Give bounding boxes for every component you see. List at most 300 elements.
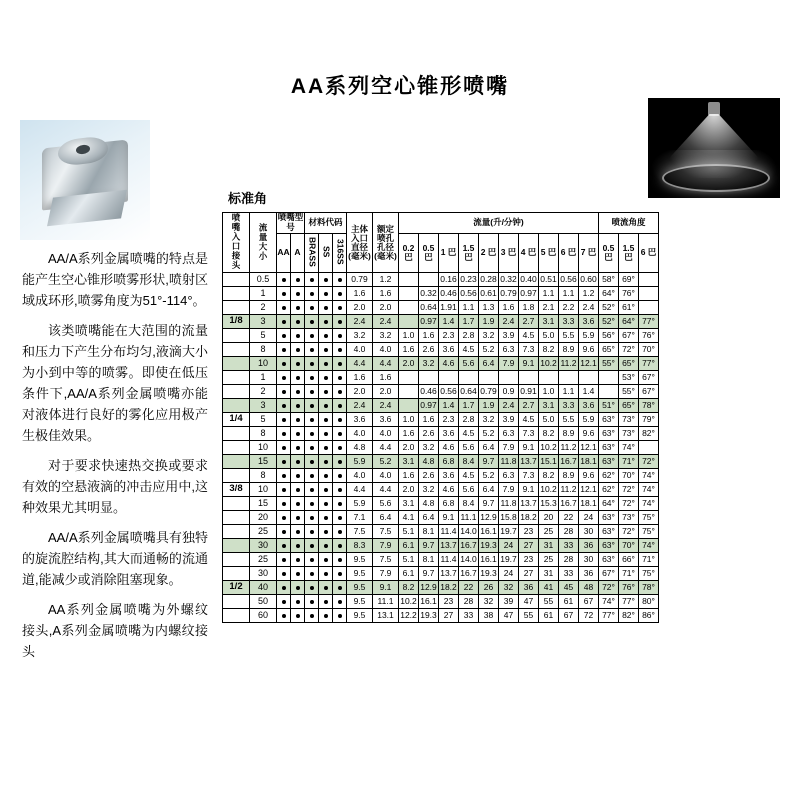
cell-material-ss [319,343,333,357]
cell-flow-4: 0.28 [479,273,499,287]
cell-flow-2: 3.6 [439,469,459,483]
bullet-icon [296,390,300,394]
header-flow-p4: 4 巴 [519,233,539,272]
cell-flow-5: 7.9 [499,441,519,455]
cell-angle-1: 70° [619,539,639,553]
cell-flow-0: 1.0 [399,413,419,427]
table-row[interactable] [223,343,659,357]
table-row[interactable] [223,525,659,539]
spec-table-head [223,213,659,273]
bullet-icon [282,348,286,352]
cell-flow-0: 1.0 [399,329,419,343]
cell-angle-0 [599,385,619,399]
cell-flow-6: 0.91 [519,385,539,399]
cell-angle-1: 73° [619,511,639,525]
bullet-icon [282,390,286,394]
table-row[interactable] [223,315,659,329]
cell-size: 25 [250,553,277,567]
cell-orifice-dia: 1.6 [373,371,399,385]
cell-flow-4: 1.3 [479,301,499,315]
bullet-icon [324,600,328,604]
cell-flow-1: 8.1 [419,525,439,539]
cell-flow-7: 31 [539,539,559,553]
cell-connection [223,595,250,609]
cell-inlet-dia: 7.1 [347,511,373,525]
cell-flow-8: 8.9 [559,469,579,483]
cell-material-brass [305,315,319,329]
cell-flow-0: 2.0 [399,483,419,497]
table-row[interactable] [223,539,659,553]
bullet-icon [338,292,342,296]
cell-flow-7: 5.0 [539,329,559,343]
table-row[interactable] [223,273,659,287]
bullet-icon [338,334,342,338]
cell-flow-8: 8.9 [559,343,579,357]
table-row[interactable] [223,581,659,595]
cell-orifice-dia: 4.4 [373,483,399,497]
cell-flow-2: 6.8 [439,455,459,469]
cell-flow-7: 55 [539,595,559,609]
bullet-icon [296,488,300,492]
cell-angle-2: 75° [639,525,659,539]
bullet-icon [338,516,342,520]
cell-connection [223,511,250,525]
cell-flow-0 [399,371,419,385]
cell-flow-1: 0.64 [419,301,439,315]
cell-flow-7: 2.1 [539,301,559,315]
cell-angle-1: 76° [619,287,639,301]
cell-type-a [291,273,305,287]
bullet-icon [282,586,286,590]
cell-flow-2: 4.6 [439,441,459,455]
cell-flow-5: 3.9 [499,413,519,427]
bullet-icon [310,334,314,338]
cell-flow-0 [399,287,419,301]
cell-material-ss [319,357,333,371]
cell-flow-5: 7.9 [499,357,519,371]
cell-connection [223,525,250,539]
cell-material-ss [319,301,333,315]
table-row[interactable] [223,455,659,469]
cell-angle-2: 82° [639,427,659,441]
cell-flow-5: 6.3 [499,427,519,441]
cell-flow-9: 9.6 [579,343,599,357]
cell-angle-2 [639,273,659,287]
cell-type-a [291,427,305,441]
cell-size: 60 [250,609,277,623]
bullet-icon [296,432,300,436]
cell-flow-2: 0.56 [439,385,459,399]
cell-flow-6: 27 [519,567,539,581]
cell-flow-2: 13.7 [439,539,459,553]
cell-flow-8: 45 [559,581,579,595]
cell-flow-5: 15.8 [499,511,519,525]
cell-material-ss [319,525,333,539]
cell-angle-1: 77° [619,595,639,609]
cell-flow-4: 19.3 [479,567,499,581]
cell-flow-9: 12.1 [579,441,599,455]
cell-angle-1: 69° [619,273,639,287]
cell-orifice-dia: 5.2 [373,455,399,469]
bullet-icon [296,320,300,324]
header-flow-p5: 5 巴 [539,233,559,272]
cell-flow-2: 11.4 [439,525,459,539]
cell-flow-0: 12.2 [399,609,419,623]
cell-angle-0: 63° [599,539,619,553]
table-row[interactable] [223,329,659,343]
cell-inlet-dia: 9.5 [347,595,373,609]
cell-type-aa [277,455,291,469]
bullet-icon [338,488,342,492]
cell-size: 3 [250,399,277,413]
header-flow-p15: 1.5 巴 [459,233,479,272]
cell-flow-8: 8.9 [559,427,579,441]
bullet-icon [282,334,286,338]
cell-connection: 1/2 [223,581,250,595]
bullet-icon [310,292,314,296]
header-row-1 [223,213,659,234]
table-row[interactable] [223,595,659,609]
table-row[interactable] [223,567,659,581]
header-flow-p05: 0.5 巴 [419,233,439,272]
cell-flow-4: 3.2 [479,329,499,343]
cell-flow-1: 9.7 [419,567,439,581]
cell-material-316ss [333,301,347,315]
cell-type-a [291,455,305,469]
cell-flow-9: 3.6 [579,315,599,329]
cell-flow-2: 0.46 [439,287,459,301]
cell-connection [223,301,250,315]
table-row[interactable] [223,441,659,455]
cell-material-316ss [333,427,347,441]
spray-pattern-photo [648,98,780,198]
cell-material-ss [319,287,333,301]
cell-flow-2: 1.91 [439,301,459,315]
cell-flow-4: 1.9 [479,315,499,329]
cell-angle-2: 74° [639,483,659,497]
cell-material-316ss [333,441,347,455]
header-material-group: 材料代码 [305,213,347,234]
bullet-icon [338,362,342,366]
bullet-icon [324,404,328,408]
cell-flow-3: 33 [459,609,479,623]
header-type-group: 喷嘴型号 [277,212,304,232]
bullet-icon [310,306,314,310]
cell-material-316ss [333,329,347,343]
header-angle-p6: 6 巴 [639,233,659,272]
cell-flow-6: 0.40 [519,273,539,287]
cell-flow-4: 9.7 [479,455,499,469]
cell-connection [223,329,250,343]
cell-flow-9: 18.1 [579,497,599,511]
cell-flow-6: 1.8 [519,301,539,315]
cell-orifice-dia: 4.0 [373,343,399,357]
cell-type-a [291,329,305,343]
cell-flow-4: 6.4 [479,441,499,455]
bullet-icon [282,362,286,366]
cell-type-aa [277,483,291,497]
bullet-icon [296,362,300,366]
cell-flow-6 [519,371,539,385]
cell-material-316ss [333,287,347,301]
cell-material-brass [305,483,319,497]
cell-flow-8: 11.2 [559,441,579,455]
cell-material-brass [305,329,319,343]
cell-inlet-dia: 2.4 [347,315,373,329]
cell-angle-0: 52° [599,301,619,315]
cell-flow-6: 2.7 [519,399,539,413]
bullet-icon [324,460,328,464]
cell-type-a [291,343,305,357]
cell-flow-9: 9.6 [579,427,599,441]
cell-angle-0: 63° [599,553,619,567]
cell-flow-1: 3.2 [419,441,439,455]
cell-angle-2: 76° [639,329,659,343]
cell-flow-9: 30 [579,525,599,539]
cell-flow-2: 13.7 [439,567,459,581]
cell-material-ss [319,427,333,441]
cell-flow-1 [419,273,439,287]
bullet-icon [324,586,328,590]
table-row[interactable] [223,497,659,511]
cell-angle-1: 72° [619,483,639,497]
cell-flow-5: 2.4 [499,399,519,413]
bullet-icon [282,376,286,380]
cell-type-a [291,511,305,525]
cell-flow-5: 1.6 [499,301,519,315]
bullet-icon [296,278,300,282]
bullet-icon [338,306,342,310]
cell-type-aa [277,581,291,595]
table-row[interactable] [223,287,659,301]
cell-angle-2: 67° [639,385,659,399]
cell-flow-4: 16.1 [479,525,499,539]
cell-material-ss [319,497,333,511]
cell-orifice-dia: 4.4 [373,357,399,371]
bullet-icon [310,530,314,534]
table-row[interactable] [223,385,659,399]
cell-type-a [291,399,305,413]
cell-flow-1: 4.8 [419,497,439,511]
table-row[interactable] [223,357,659,371]
cell-size: 40 [250,581,277,595]
cell-material-316ss [333,385,347,399]
bullet-icon [324,348,328,352]
bullet-icon [324,474,328,478]
cell-type-a [291,357,305,371]
cell-flow-1: 0.97 [419,399,439,413]
cell-inlet-dia: 2.0 [347,385,373,399]
cell-type-aa [277,539,291,553]
cell-flow-6: 13.7 [519,497,539,511]
cell-flow-7: 10.2 [539,441,559,455]
header-angle-p15: 1.5 巴 [619,233,639,272]
cell-inlet-dia: 4.8 [347,441,373,455]
cell-material-brass [305,441,319,455]
bullet-icon [324,516,328,520]
paragraph-2: 该类喷嘴能在大范围的流量和压力下产生分布均匀,液滴大小为小到中等的喷雾。即使在低压条件下,AA/A系列金属喷嘴亦能对液体进行良好的雾化应用极产生极佳效果。 [22,323,208,443]
cell-flow-3: 5.6 [459,441,479,455]
table-row[interactable] [223,553,659,567]
cell-flow-1: 0.97 [419,315,439,329]
cell-flow-2: 2.3 [439,413,459,427]
cell-orifice-dia: 3.2 [373,329,399,343]
cell-inlet-dia: 1.6 [347,371,373,385]
cell-type-a [291,609,305,623]
cell-material-ss [319,609,333,623]
cell-flow-4: 38 [479,609,499,623]
paragraph-5: AA系列金属喷嘴为外螺纹接头,A系列金属喷嘴为内螺纹接头 [22,602,208,659]
table-row[interactable] [223,399,659,413]
cell-flow-7: 41 [539,581,559,595]
cell-angle-2: 67° [639,371,659,385]
cell-material-316ss [333,343,347,357]
cell-flow-6: 7.3 [519,469,539,483]
cell-material-brass [305,287,319,301]
table-row[interactable] [223,427,659,441]
cell-flow-3: 4.5 [459,427,479,441]
cell-flow-7: 1.1 [539,287,559,301]
cell-angle-1: 72° [619,343,639,357]
cell-type-a [291,497,305,511]
cell-orifice-dia: 1.2 [373,273,399,287]
bullet-icon [338,432,342,436]
header-type-a: A [291,233,305,272]
cell-inlet-dia: 3.2 [347,329,373,343]
cell-flow-8: 1.1 [559,385,579,399]
cell-angle-2: 78° [639,581,659,595]
cell-flow-2: 3.6 [439,427,459,441]
cell-angle-1: 73° [619,427,639,441]
bullet-icon [310,278,314,282]
table-row[interactable] [223,483,659,497]
cell-flow-8: 1.1 [559,287,579,301]
cell-flow-0: 3.1 [399,455,419,469]
bullet-icon [282,432,286,436]
bullet-icon [282,558,286,562]
cell-angle-0: 64° [599,287,619,301]
cell-orifice-dia: 2.4 [373,315,399,329]
cell-angle-2: 75° [639,511,659,525]
bullet-icon [296,586,300,590]
cell-type-a [291,371,305,385]
description-text [22,248,208,671]
cell-orifice-dia: 1.6 [373,287,399,301]
bullet-icon [338,502,342,506]
table-row[interactable] [223,609,659,623]
cell-inlet-dia: 4.0 [347,427,373,441]
cell-material-brass [305,343,319,357]
cell-flow-2: 4.6 [439,357,459,371]
cell-size: 10 [250,357,277,371]
cell-inlet-dia: 5.9 [347,497,373,511]
header-flow-p3: 3 巴 [499,233,519,272]
cell-connection [223,385,250,399]
cell-material-ss [319,581,333,595]
cell-flow-7: 3.1 [539,315,559,329]
cell-size: 10 [250,483,277,497]
cell-flow-7: 8.2 [539,427,559,441]
cell-material-316ss [333,595,347,609]
cell-orifice-dia: 2.4 [373,399,399,413]
cell-flow-6: 55 [519,609,539,623]
bullet-icon [282,418,286,422]
cell-angle-2: 77° [639,315,659,329]
spray-ring-shape [662,164,770,192]
cell-material-316ss [333,371,347,385]
cell-flow-2: 9.1 [439,511,459,525]
cell-flow-6: 4.5 [519,329,539,343]
cell-type-aa [277,567,291,581]
bullet-icon [310,600,314,604]
cell-orifice-dia: 5.6 [373,497,399,511]
cell-flow-0: 6.1 [399,539,419,553]
cell-flow-6: 0.97 [519,287,539,301]
cell-orifice-dia: 4.0 [373,427,399,441]
cell-flow-8: 22 [559,511,579,525]
cell-size: 5 [250,329,277,343]
cell-flow-2: 11.4 [439,553,459,567]
bullet-icon [338,572,342,576]
cell-angle-0: 65° [599,343,619,357]
cell-type-a [291,595,305,609]
table-row[interactable] [223,301,659,315]
cell-flow-7: 10.2 [539,357,559,371]
table-row[interactable] [223,511,659,525]
bullet-icon [296,502,300,506]
bullet-icon [324,544,328,548]
table-row[interactable] [223,469,659,483]
cell-type-aa [277,343,291,357]
cell-flow-9: 12.1 [579,357,599,371]
cell-flow-1: 3.2 [419,483,439,497]
bullet-icon [338,586,342,590]
cell-size: 25 [250,525,277,539]
cell-inlet-dia: 1.6 [347,287,373,301]
cell-flow-5: 0.32 [499,273,519,287]
cell-orifice-dia: 13.1 [373,609,399,623]
cell-flow-3: 4.5 [459,469,479,483]
cell-orifice-dia: 2.0 [373,385,399,399]
cell-flow-0: 10.2 [399,595,419,609]
table-row[interactable] [223,413,659,427]
cell-flow-9: 2.4 [579,301,599,315]
cell-flow-9: 36 [579,567,599,581]
cell-material-316ss [333,315,347,329]
cell-material-brass [305,399,319,413]
cell-flow-5: 2.4 [499,315,519,329]
cell-flow-6: 9.1 [519,441,539,455]
cell-material-brass [305,371,319,385]
cell-type-a [291,413,305,427]
paragraph-4: AA/A系列金属喷嘴具有独特的旋流腔结构,其大而通畅的流通道,能减少或消除阻塞现象。 [22,530,208,587]
cell-material-brass [305,553,319,567]
cell-flow-4 [479,371,499,385]
table-row[interactable] [223,371,659,385]
cell-material-ss [319,539,333,553]
cell-flow-2: 6.8 [439,497,459,511]
bullet-icon [310,614,314,618]
bullet-icon [296,418,300,422]
cell-flow-6: 7.3 [519,343,539,357]
cell-flow-0: 5.1 [399,553,419,567]
cell-flow-1: 9.7 [419,539,439,553]
cell-flow-9: 48 [579,581,599,595]
cell-flow-9: 5.9 [579,413,599,427]
cell-orifice-dia: 6.4 [373,511,399,525]
cell-material-ss [319,483,333,497]
cell-flow-6: 9.1 [519,357,539,371]
